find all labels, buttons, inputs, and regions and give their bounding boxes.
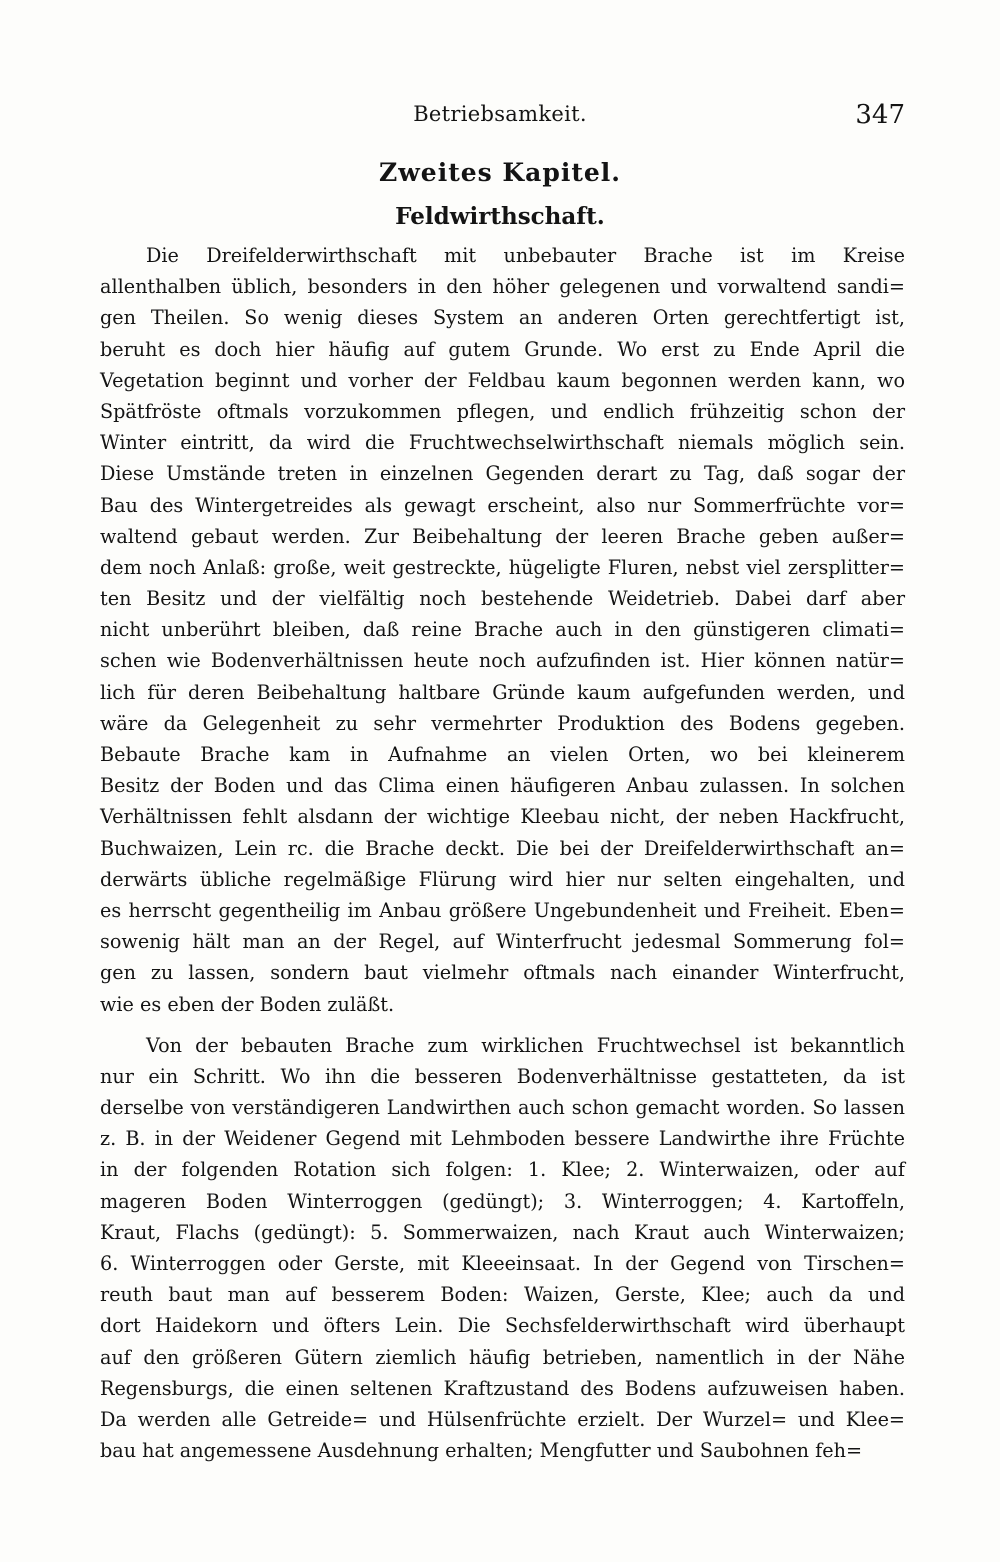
- text-line: bau hat angemessene Ausdehnung erhalten; Mengfutter und Saubohnen feh=: [100, 1439, 863, 1463]
- text-line: dem noch Anlaß: große, weit gestreckte, hügeligte Fluren, nebst viel zersplitter=: [100, 555, 905, 579]
- paragraph-1: [100, 240, 905, 1020]
- body-text: [100, 240, 905, 1466]
- text-line: z. B. in der Weidener Gegend mit Lehmboden bessere Landwirthe ihre Früchte: [100, 1127, 905, 1151]
- text-line: 6. Winterroggen oder Gerste, mit Kleeeinsaat. In der Gegend von Tirschen=: [100, 1252, 905, 1275]
- paragraph-gap: [100, 1020, 905, 1030]
- text-line: nicht unberührt bleiben, daß reine Brache auch in den günstigeren climati=: [100, 618, 905, 642]
- paragraph-2: [100, 1030, 905, 1467]
- text-line: sowenig hält man an der Regel, auf Winterfrucht jedesmal Sommerung fol=: [100, 930, 905, 954]
- text-line: es herrscht gegentheilig im Anbau größere Ungebundenheit und Freiheit. Eben=: [100, 898, 905, 922]
- text-line: Spätfröste oftmals vorzukommen pflegen, und endlich frühzeitig schon der: [100, 399, 905, 423]
- text-line: wie es eben der Boden zuläßt.: [100, 992, 395, 1016]
- text-line: beruht es doch hier häufig auf gutem Grunde. Wo erst zu Ende April die: [100, 337, 905, 361]
- text-line: gen Theilen. So wenig dieses System an anderen Orten gerechtfertigt ist,: [100, 306, 905, 330]
- text-line: Bau des Wintergetreides als gewagt erscheint, also nur Sommerfrüchte vor=: [100, 493, 905, 517]
- text-line: schen wie Bodenverhältnissen heute noch aufzufinden ist. Hier können natür=: [100, 649, 905, 673]
- chapter-title: Zweites Kapitel.: [379, 158, 621, 187]
- text-line: lich für deren Beibehaltung haltbare Gründe kaum aufgefunden werden, und: [100, 680, 905, 704]
- text-line: reuth baut man auf besserem Boden: Waizen, Gerste, Klee; auch da und: [100, 1283, 905, 1307]
- text-line: auf den größeren Gütern ziemlich häufig betrieben, namentlich in der Nähe: [100, 1345, 905, 1369]
- text-line: Verhältnissen fehlt alsdann der wichtige Kleebau nicht, der neben Hackfrucht,: [100, 805, 905, 829]
- text-line: Buchwaizen, Lein rc. die Brache deckt. Die bei der Dreifelderwirthschaft an=: [100, 836, 905, 860]
- text-line: nur ein Schritt. Wo ihn die besseren Bodenverhältnisse gestatteten, da ist: [100, 1064, 905, 1088]
- running-header: [0, 100, 1000, 134]
- text-line: mageren Boden Winterroggen (gedüngt); 3. Winterroggen; 4. Kartoffeln,: [100, 1189, 905, 1213]
- text-line: wäre da Gelegenheit zu sehr vermehrter Produktion des Bodens gegeben.: [100, 711, 905, 735]
- section-title: Feldwirthschaft.: [395, 203, 605, 230]
- text-line: Die Dreifelderwirthschaft mit unbebauter Brache ist im Kreise: [146, 244, 905, 267]
- text-line: derselbe von verständigeren Landwirthen auch schon gemacht worden. So lassen: [100, 1096, 905, 1120]
- text-line: Kraut, Flachs (gedüngt): 5. Sommerwaizen, nach Kraut auch Winterwaizen;: [100, 1220, 905, 1244]
- text-line: Regensburgs, die einen seltenen Kraftzustand des Bodens aufzuweisen haben.: [100, 1376, 905, 1400]
- text-line: Von der bebauten Brache zum wirklichen Fruchtwechsel ist bekanntlich: [146, 1033, 905, 1057]
- text-line: Da werden alle Getreide= und Hülsenfrüchte erzielt. Der Wurzel= und Klee=: [100, 1407, 905, 1431]
- text-line: Diese Umstände treten in einzelnen Gegenden derart zu Tag, daß sogar der: [100, 462, 905, 486]
- text-line: allenthalben üblich, besonders in den höher gelegenen und vorwaltend sandi=: [100, 275, 905, 299]
- text-line: Winter eintritt, da wird die Fruchtwechselwirthschaft niemals möglich sein.: [100, 431, 905, 455]
- text-line: Bebaute Brache kam in Aufnahme an vielen Orten, wo bei kleinerem: [100, 743, 905, 766]
- text-line: dort Haidekorn und öfters Lein. Die Sechsfelderwirthschaft wird überhaupt: [100, 1314, 905, 1338]
- text-line: derwärts übliche regelmäßige Flürung wird hier nur selten eingehalten, und: [100, 867, 905, 891]
- text-line: waltend gebaut werden. Zur Beibehaltung der leeren Brache geben außer=: [100, 524, 905, 548]
- running-title: Betriebsamkeit.: [413, 102, 587, 126]
- text-line: Besitz der Boden und das Clima einen häufigeren Anbau zulassen. In solchen: [100, 774, 905, 798]
- page-number: 347: [855, 100, 905, 130]
- text-line: ten Besitz und der vielfältig noch bestehende Weidetrieb. Dabei darf aber: [100, 587, 905, 611]
- text-line: gen zu lassen, sondern baut vielmehr oftmals nach einander Winterfrucht,: [100, 961, 905, 985]
- text-line: in der folgenden Rotation sich folgen: 1. Klee; 2. Winterwaizen, oder auf: [100, 1158, 905, 1182]
- text-line: Vegetation beginnt und vorher der Feldbau kaum begonnen werden kann, wo: [100, 368, 905, 392]
